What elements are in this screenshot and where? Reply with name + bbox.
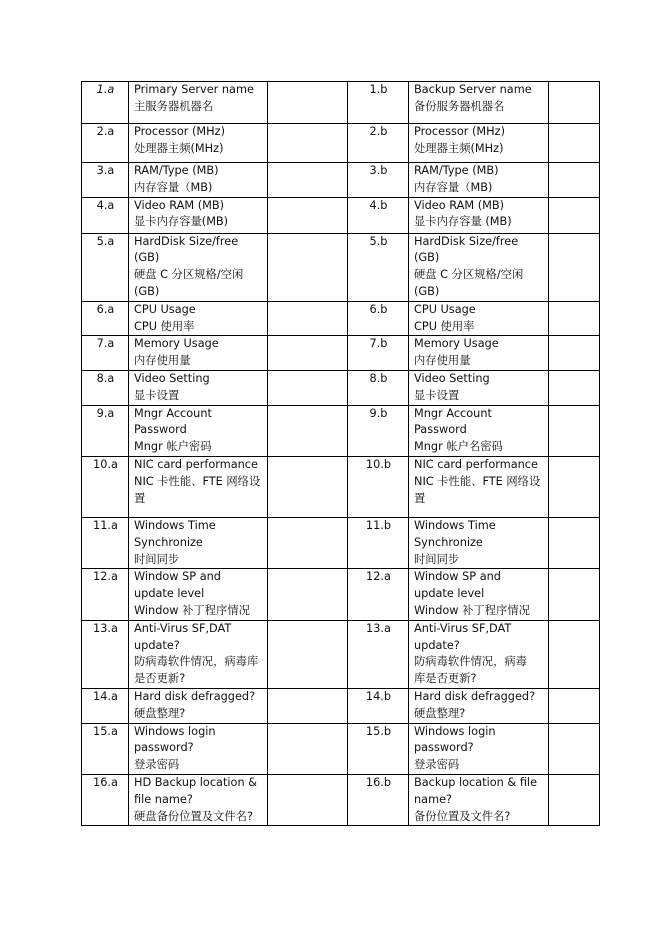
description-line: Mngr 帐户名密码 (414, 440, 503, 454)
backup-item-number: 11.b (348, 517, 409, 568)
primary-item-description (129, 197, 268, 233)
table-row (82, 723, 600, 774)
primary-value-cell[interactable] (268, 82, 348, 124)
description-line: 内存使用量 (134, 354, 191, 368)
table-row (82, 163, 600, 198)
backup-item-description (409, 774, 549, 825)
backup-item-description (409, 163, 549, 198)
primary-value-cell[interactable] (268, 163, 348, 198)
description-line: 内存容量（MB) (414, 180, 493, 194)
description-line: 主服务器机器名 (134, 99, 214, 113)
primary-value-cell[interactable] (268, 197, 348, 233)
backup-item-number: 2.b (348, 124, 409, 163)
description-line: Memory Usage (134, 337, 219, 351)
description-line: Window 补丁程序情况 (414, 603, 530, 617)
backup-item-number: 15.b (348, 723, 409, 774)
backup-item-number: 8.b (348, 370, 409, 405)
backup-value-cell[interactable] (549, 82, 600, 124)
description-line: 时间同步 (414, 552, 460, 566)
primary-item-description (129, 456, 268, 517)
backup-item-number: 16.b (348, 774, 409, 825)
primary-value-cell[interactable] (268, 688, 348, 723)
description-line: CPU Usage (134, 302, 196, 316)
description-line: Video RAM (MB) (134, 198, 225, 212)
description-line: Window SP and (134, 570, 221, 584)
primary-item-description (129, 124, 268, 163)
primary-value-cell[interactable] (268, 517, 348, 568)
primary-item-number: 13.a (82, 620, 129, 688)
backup-value-cell[interactable] (549, 569, 600, 620)
description-line: Mngr 帐户密码 (134, 440, 212, 454)
description-line: 显卡内存容量 (MB) (414, 215, 512, 229)
description-line: CPU 使用率 (414, 319, 475, 333)
description-line: Processor (MHz) (134, 125, 225, 138)
description-line: password? (414, 741, 474, 755)
description-line: 置 (134, 491, 146, 505)
description-line: Windows login (414, 724, 496, 738)
backup-value-cell[interactable] (549, 774, 600, 825)
description-line: Windows login (134, 724, 216, 738)
backup-item-description (409, 233, 549, 301)
description-line: 登录密码 (134, 758, 180, 772)
backup-value-cell[interactable] (549, 197, 600, 233)
description-line: RAM/Type (MB) (134, 164, 219, 177)
backup-value-cell[interactable] (549, 370, 600, 405)
table-row (82, 301, 600, 336)
description-line: (GB) (134, 251, 160, 265)
description-line: Window SP and (414, 570, 501, 584)
primary-item-description (129, 370, 268, 405)
table-row (82, 370, 600, 405)
description-line: (GB) (414, 284, 440, 298)
primary-value-cell[interactable] (268, 774, 348, 825)
backup-item-description (409, 405, 549, 456)
primary-item-description (129, 405, 268, 456)
backup-item-description (409, 620, 549, 688)
backup-item-number: 3.b (348, 163, 409, 198)
description-line: Video RAM (MB) (414, 198, 505, 212)
backup-value-cell[interactable] (549, 163, 600, 198)
description-line: 时间同步 (134, 552, 180, 566)
backup-item-number: 10.b (348, 456, 409, 517)
backup-value-cell[interactable] (549, 336, 600, 371)
description-line: RAM/Type (MB) (414, 164, 499, 177)
description-line: 防病毒软件情况，病毒库 (134, 655, 259, 669)
backup-item-description (409, 197, 549, 233)
primary-item-number: 8.a (82, 370, 129, 405)
description-line: 备份位置及文件名? (414, 809, 511, 823)
description-line: Anti-Virus SF,DAT (134, 621, 232, 635)
description-line: password? (134, 741, 194, 755)
primary-item-number: 4.a (82, 197, 129, 233)
backup-item-description (409, 370, 549, 405)
table-row (82, 456, 600, 517)
description-line: 硬盘 C 分区规格/空闲 (134, 268, 244, 282)
description-line: 硬盘整理? (414, 706, 466, 720)
primary-value-cell[interactable] (268, 405, 348, 456)
table-row (82, 124, 600, 163)
backup-item-description (409, 82, 549, 124)
description-line: Memory Usage (414, 337, 499, 351)
primary-item-description (129, 82, 268, 124)
primary-item-number: 7.a (82, 336, 129, 371)
description-line: NIC 卡性能、FTE 网络设 (134, 474, 261, 488)
description-line: Anti-Virus SF,DAT (414, 621, 512, 635)
description-line: HardDisk Size/free (414, 234, 519, 248)
primary-item-number: 6.a (82, 301, 129, 336)
table-row (82, 688, 600, 723)
backup-value-cell[interactable] (549, 301, 600, 336)
description-line: 是否更新? (134, 672, 186, 686)
description-line: Video Setting (414, 371, 490, 385)
description-line: Password (134, 423, 187, 437)
description-line: Hard disk defragged? (414, 689, 536, 703)
primary-value-cell[interactable] (268, 620, 348, 688)
description-line: CPU Usage (414, 302, 476, 316)
table-row (82, 620, 600, 688)
description-line: Windows Time (414, 518, 496, 532)
backup-value-cell[interactable] (549, 723, 600, 774)
description-line: 显卡设置 (134, 388, 180, 402)
backup-item-description (409, 723, 549, 774)
backup-item-number: 6.b (348, 301, 409, 336)
description-line: 处理器主频(MHz) (134, 141, 224, 155)
backup-item-description (409, 569, 549, 620)
table-row (82, 82, 600, 124)
primary-value-cell[interactable] (268, 456, 348, 517)
primary-item-description (129, 774, 268, 825)
description-line: 库是否更新? (414, 672, 477, 686)
primary-item-number: 15.a (82, 723, 129, 774)
primary-value-cell[interactable] (268, 301, 348, 336)
primary-item-description (129, 163, 268, 198)
server-checklist-table (81, 81, 600, 826)
description-line: Backup Server name (414, 83, 532, 96)
description-line: NIC card performance (134, 457, 258, 471)
table-row (82, 233, 600, 301)
description-line: NIC card performance (414, 457, 538, 471)
description-line: update? (414, 638, 460, 652)
primary-value-cell[interactable] (268, 723, 348, 774)
description-line: 置 (414, 491, 426, 505)
backup-item-number: 14.b (348, 688, 409, 723)
description-line: CPU 使用率 (134, 319, 195, 333)
backup-item-description (409, 336, 549, 371)
backup-value-cell[interactable] (549, 456, 600, 517)
description-line: update level (414, 587, 485, 601)
primary-item-number: 2.a (82, 124, 129, 163)
backup-value-cell[interactable] (549, 233, 600, 301)
backup-value-cell[interactable] (549, 124, 600, 163)
primary-item-description (129, 233, 268, 301)
description-line: file name? (134, 792, 193, 806)
description-line: 登录密码 (414, 758, 460, 772)
description-line: name? (414, 792, 453, 806)
description-line: Backup location & file (414, 775, 538, 789)
description-line: 内存容量（MB) (134, 180, 213, 194)
primary-item-number: 12.a (82, 569, 129, 620)
primary-item-number: 10.a (82, 456, 129, 517)
primary-item-number: 1.a (82, 82, 129, 124)
primary-value-cell[interactable] (268, 336, 348, 371)
backup-value-cell[interactable] (549, 517, 600, 568)
description-line: update? (134, 638, 180, 652)
backup-value-cell[interactable] (549, 620, 600, 688)
description-line: NIC 卡性能、FTE 网络设 (414, 474, 541, 488)
description-line: Hard disk defragged? (134, 689, 256, 703)
backup-item-description (409, 301, 549, 336)
description-line: Primary Server name (134, 83, 254, 96)
primary-item-description (129, 569, 268, 620)
description-line: Password (414, 423, 467, 437)
description-line: 处理器主频(MHz) (414, 141, 504, 155)
primary-value-cell[interactable] (268, 569, 348, 620)
description-line: HardDisk Size/free (134, 234, 239, 248)
primary-item-description (129, 336, 268, 371)
backup-item-number: 12.a (348, 569, 409, 620)
description-line: 内存使用量 (414, 354, 471, 368)
description-line: Synchronize (134, 535, 203, 549)
backup-item-number: 7.b (348, 336, 409, 371)
table-row (82, 336, 600, 371)
description-line: update level (134, 587, 205, 601)
description-line: 备份服务器机器名 (414, 99, 505, 113)
description-line: Mngr Account (134, 406, 212, 420)
primary-item-description (129, 688, 268, 723)
table-row (82, 405, 600, 456)
primary-item-description (129, 517, 268, 568)
primary-item-number: 3.a (82, 163, 129, 198)
table-row (82, 774, 600, 825)
table-row (82, 569, 600, 620)
backup-item-number: 13.a (348, 620, 409, 688)
description-line: Mngr Account (414, 406, 492, 420)
primary-item-number: 11.a (82, 517, 129, 568)
primary-item-number: 14.a (82, 688, 129, 723)
primary-item-number: 9.a (82, 405, 129, 456)
description-line: HD Backup location & (134, 775, 258, 789)
primary-item-number: 5.a (82, 233, 129, 301)
description-line: (GB) (414, 251, 440, 265)
primary-item-description (129, 723, 268, 774)
backup-value-cell[interactable] (549, 405, 600, 456)
table-row (82, 517, 600, 568)
primary-value-cell[interactable] (268, 370, 348, 405)
table-body (82, 82, 600, 826)
backup-item-description (409, 456, 549, 517)
primary-item-description (129, 620, 268, 688)
backup-item-description (409, 688, 549, 723)
description-line: Windows Time (134, 518, 216, 532)
primary-item-description (129, 301, 268, 336)
primary-value-cell[interactable] (268, 233, 348, 301)
description-line: Synchronize (414, 535, 483, 549)
description-line: (GB) (134, 284, 160, 298)
table-row (82, 197, 600, 233)
description-line: Processor (MHz) (414, 125, 505, 138)
primary-item-number: 16.a (82, 774, 129, 825)
description-line: 显卡设置 (414, 388, 460, 402)
backup-item-description (409, 517, 549, 568)
backup-item-description (409, 124, 549, 163)
description-line: Video Setting (134, 371, 210, 385)
description-line: Window 补丁程序情况 (134, 603, 250, 617)
description-line: 硬盘备份位置及文件名? (134, 809, 253, 823)
backup-item-number: 9.b (348, 405, 409, 456)
backup-value-cell[interactable] (549, 688, 600, 723)
description-line: 硬盘整理? (134, 706, 186, 720)
backup-item-number: 5.b (348, 233, 409, 301)
backup-item-number: 1.b (348, 82, 409, 124)
description-line: 防病毒软件情况，病毒 (414, 655, 527, 669)
description-line: 显卡内存容量(MB) (134, 215, 229, 229)
description-line: 硬盘 C 分区规格/空闲 (414, 268, 524, 282)
backup-item-number: 4.b (348, 197, 409, 233)
primary-value-cell[interactable] (268, 124, 348, 163)
